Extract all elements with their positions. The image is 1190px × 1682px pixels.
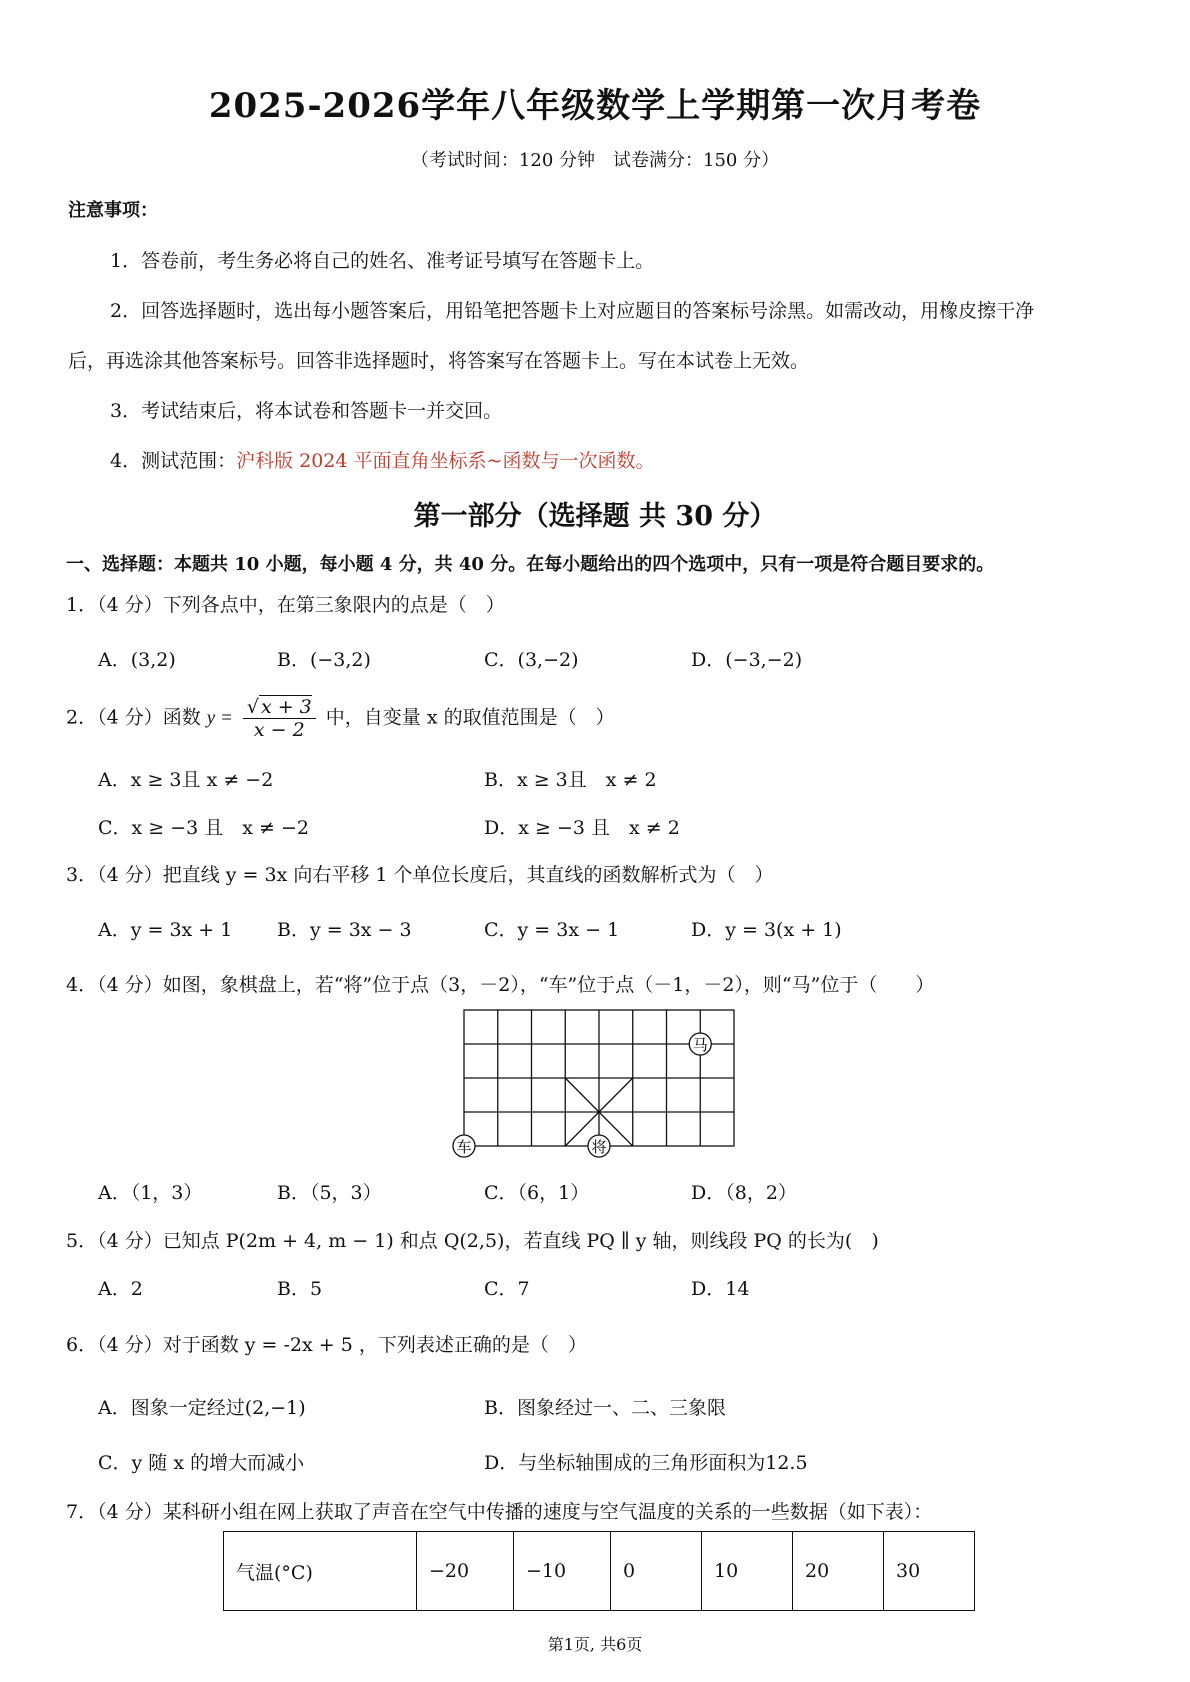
- q5-option-c: C．7: [484, 1278, 530, 1300]
- piece-ma-label: 马: [692, 1036, 708, 1054]
- notice-item-4: [110, 446, 654, 473]
- q2-fraction: $\frac{√ x + 3}{x - 2}$: [243, 696, 316, 741]
- q6-stem: 6．（4 分）对于函数 y = -2x + 5 ，下列表述正确的是（ ）: [66, 1334, 587, 1356]
- table-cell: −10: [514, 1532, 611, 1611]
- page-title: 2025-2026学年八年级数学上学期第一次月考卷: [208, 86, 982, 126]
- q2-numerator: x + 3: [260, 696, 312, 718]
- q6-option-a: A．图象一定经过(2,−1): [98, 1397, 306, 1419]
- q6-option-d: D．与坐标轴围成的三角形面积为12.5: [484, 1452, 808, 1474]
- piece-jiang-label: 将: [591, 1138, 607, 1156]
- q2-stem: [66, 696, 615, 741]
- q4-option-d: D．（8，2）: [691, 1182, 797, 1204]
- part-title: 第一部分（选择题 共 30 分）: [413, 501, 777, 532]
- chessboard-figure: [446, 1000, 746, 1160]
- q7-stem: 7．（4 分）某科研小组在网上获取了声音在空气中传播的速度与空气温度的关系的一些数据（如下表）：: [66, 1501, 933, 1523]
- q3-option-a: A．y = 3x + 1: [98, 919, 233, 941]
- table-cell: 30: [884, 1532, 975, 1611]
- q4-stem: 4．（4 分）如图，象棋盘上，若“将”位于点（3，－2），“车”位于点（－1，－2），则“马”位于（ ）: [66, 974, 935, 996]
- piece-che: [453, 1135, 475, 1157]
- q3-option-d: D．y = 3(x + 1): [691, 919, 842, 941]
- notice-item-3: 3．考试结束后，将本试卷和答题卡一并交回。: [110, 400, 503, 422]
- table-cell: 0: [611, 1532, 702, 1611]
- piece-che-label: 车: [456, 1138, 472, 1156]
- q2-option-a: A．x ≥ 3且 x ≠ −2: [98, 769, 274, 791]
- q1-option-b: B．(−3,2): [277, 649, 371, 671]
- q3-stem: 3．（4 分）把直线 y = 3x 向右平移 1 个单位长度后，其直线的函数解析式为（ ）: [66, 864, 774, 886]
- q4-option-a: A．（1，3）: [98, 1182, 203, 1204]
- table-header-cell: 气温(°C): [224, 1532, 417, 1611]
- q6-option-c: C．y 随 x 的增大而减小: [98, 1452, 305, 1474]
- q2-option-c: C．x ≥ −3 且 x ≠ −2: [98, 817, 310, 839]
- q1-option-c: C．(3,−2): [484, 649, 579, 671]
- q4-option-c: C．（6，1）: [484, 1182, 590, 1204]
- notice-item-1: 1．答卷前，考生务必将自己的姓名、准考证号填写在答题卡上。: [110, 250, 655, 272]
- q4-option-b: B．（5，3）: [277, 1182, 382, 1204]
- q2-option-d: D．x ≥ −3 且 x ≠ 2: [484, 817, 680, 839]
- page-footer: 第1页, 共6页: [547, 1635, 643, 1654]
- table-row: [224, 1532, 975, 1611]
- q2-option-b: B．x ≥ 3且 x ≠ 2: [484, 769, 657, 791]
- q1-option-a: A．(3,2): [98, 649, 176, 671]
- q1-option-d: D．(−3,−2): [691, 649, 803, 671]
- exam-info: （考试时间：120 分钟 试卷满分：150 分）: [410, 150, 780, 171]
- q5-option-a: A．2: [98, 1278, 143, 1300]
- q5-option-d: D．14: [691, 1278, 750, 1300]
- notice-item-4-prefix: 4．测试范围：: [110, 450, 237, 472]
- q3-option-c: C．y = 3x − 1: [484, 919, 620, 941]
- piece-jiang: [588, 1135, 610, 1157]
- test-range: 沪科版 2024 平面直角坐标系~函数与一次函数。: [236, 450, 655, 472]
- table-cell: 10: [702, 1532, 793, 1611]
- piece-ma: [689, 1033, 711, 1055]
- q5-option-b: B．5: [277, 1278, 323, 1300]
- q2-y-eq: y =: [206, 707, 233, 729]
- notice-item-2b: 后，再选涂其他答案标号。回答非选择题时，将答案写在答题卡上。写在本试卷上无效。: [68, 350, 810, 372]
- q2-prefix: 2．（4 分）函数: [66, 706, 201, 729]
- q2-denominator: x − 2: [253, 719, 305, 741]
- section-header: 一、选择题：本题共 10 小题，每小题 4 分，共 40 分。在每小题给出的四个选项中，只有一项是符合题目要求的。: [66, 554, 995, 575]
- q1-stem: 1．（4 分）下列各点中，在第三象限内的点是（ ）: [66, 594, 505, 616]
- q3-option-b: B．y = 3x − 3: [277, 919, 412, 941]
- q2-suffix: 中，自变量 x 的取值范围是（ ）: [325, 706, 615, 729]
- chessboard-grid: [464, 1010, 734, 1146]
- table-cell: 20: [793, 1532, 884, 1611]
- q5-stem: 5．（4 分）已知点 P(2m + 4, m − 1) 和点 Q(2,5)，若直线 PQ ∥ y 轴，则线段 PQ 的长为( ): [66, 1230, 879, 1252]
- table-cell: −20: [417, 1532, 514, 1611]
- notice-item-2a: 2．回答选择题时，选出每小题答案后，用铅笔把答题卡上对应题目的答案标号涂黑。如需改动，用橡皮擦干净: [110, 300, 1035, 322]
- notice-heading: 注意事项：: [68, 200, 158, 221]
- q6-option-b: B．图象经过一、二、三象限: [484, 1397, 726, 1419]
- temperature-table: [223, 1531, 975, 1611]
